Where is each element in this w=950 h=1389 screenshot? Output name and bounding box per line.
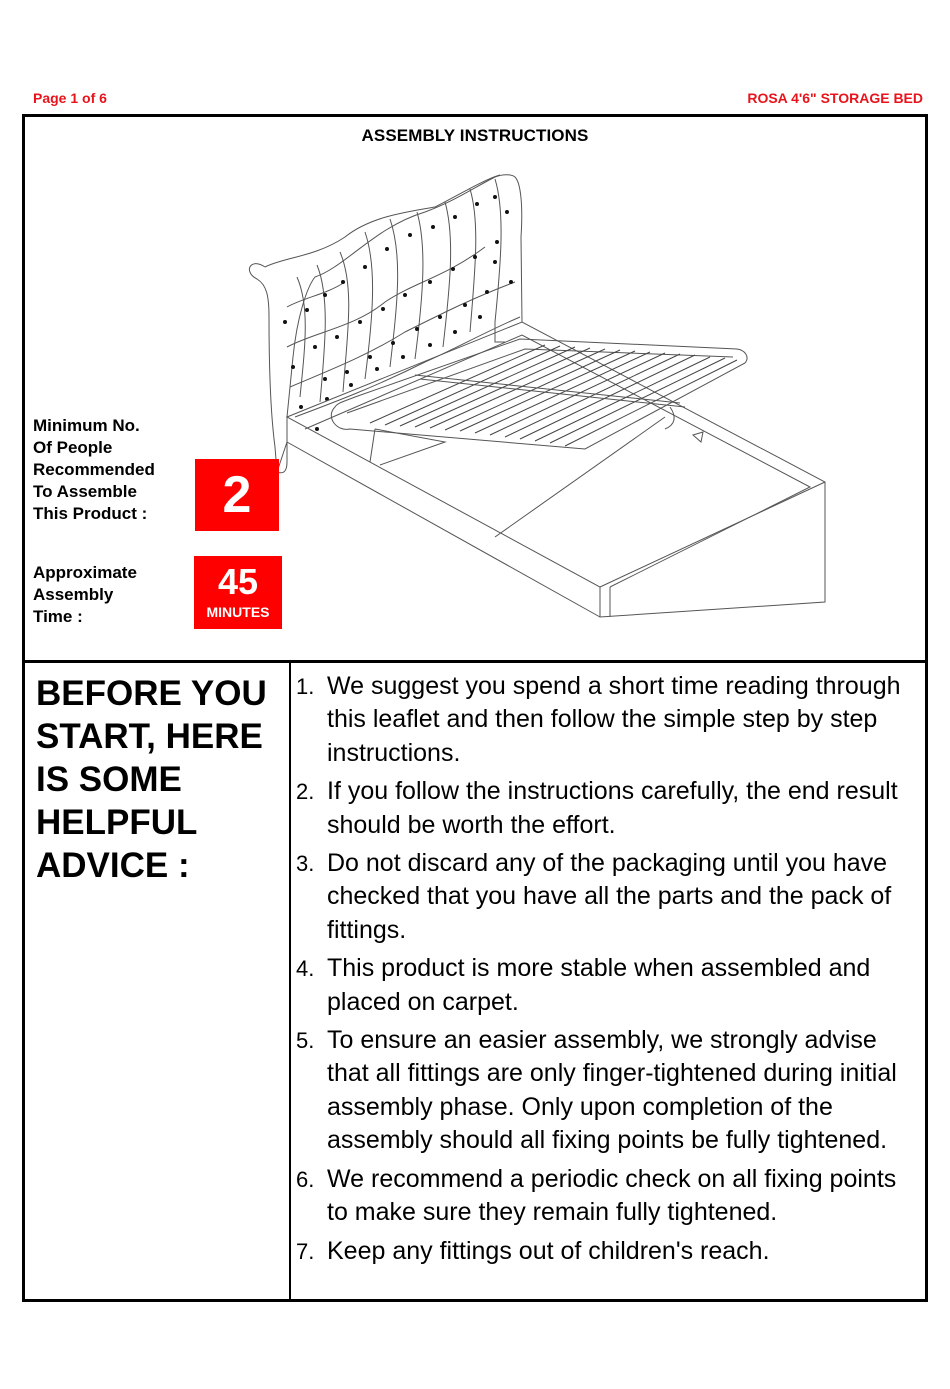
advice-section bbox=[25, 663, 925, 1299]
storage-bed-illustration bbox=[25, 117, 925, 660]
page-title: ASSEMBLY INSTRUCTIONS bbox=[361, 126, 589, 145]
min-people-label: Minimum No. Of People Recommended To Assemble This Product : bbox=[33, 416, 155, 523]
advice-item: 4. This product is more stable when assembled and placed on carpet. bbox=[296, 954, 871, 1016]
advice-heading: BEFORE YOU START, HERE IS SOME HELPFUL ADVICE : bbox=[36, 674, 267, 885]
advice-item: 6. We recommend a periodic check on all fixing points to make sure they remain fully tightened. bbox=[296, 1164, 897, 1227]
page-indicator: Page 1 of 6 bbox=[33, 90, 107, 106]
assembly-time-label: Approximate Assembly Time : bbox=[33, 563, 137, 626]
product-name: ROSA 4'6" STORAGE BED bbox=[747, 90, 923, 106]
assembly-time-badge bbox=[194, 556, 282, 629]
advice-list bbox=[293, 670, 918, 1273]
time-value: 45 bbox=[217, 561, 259, 602]
advice-item: 7. Keep any fittings out of children's reach. bbox=[296, 1236, 770, 1265]
advice-item: 3. Do not discard any of the packaging until you have checked that you have all the parts and the pack of fittings. bbox=[296, 849, 892, 944]
advice-item: 2. If you follow the instructions carefully, the end result should be worth the effort. bbox=[296, 777, 898, 839]
people-count-badge: 2 bbox=[195, 459, 279, 531]
overview-section bbox=[25, 117, 925, 663]
instruction-frame bbox=[22, 114, 928, 1302]
advice-heading-cell bbox=[25, 663, 291, 1299]
time-unit: MINUTES bbox=[206, 604, 270, 620]
advice-item: 5. To ensure an easier assembly, we strongly advise that all fittings are only finger-tightened during initial assembly phase. Only upon completion of the assembly should all fixing points be fully tightened. bbox=[296, 1026, 897, 1155]
advice-item: 1. We suggest you spend a short time reading through this leaflet and then follow the simple step by step instructions. bbox=[296, 672, 901, 767]
